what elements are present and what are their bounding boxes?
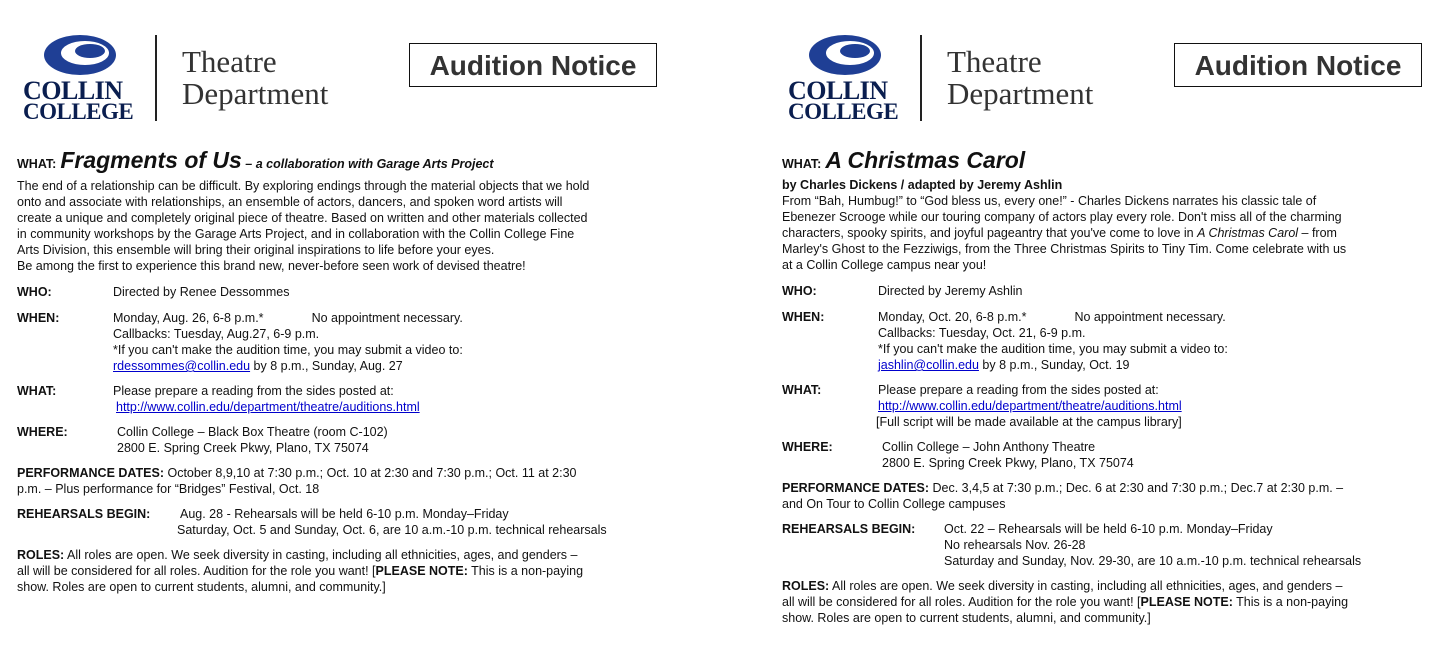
- what-label-2: WHAT:: [17, 384, 57, 398]
- script-note: [Full script will be made available at the campus library]: [876, 415, 1182, 429]
- where-address: 2800 E. Spring Creek Pkwy, Plano, TX 75074: [882, 456, 1134, 470]
- performance-label: PERFORMANCE DATES:: [17, 466, 164, 480]
- department-line-1: Theatre: [182, 44, 277, 79]
- roles-line-2: all will be considered for all roles. Audition for the role you want! [: [17, 564, 376, 578]
- email-deadline: by 8 p.m., Sunday, Aug. 27: [250, 359, 403, 373]
- department-line-1: Theatre: [947, 44, 1042, 79]
- roles: [17, 547, 667, 595]
- performance-line-2: p.m. – Plus performance for “Bridges” Festival, Oct. 18: [17, 482, 320, 496]
- performance-dates: [782, 480, 1432, 512]
- show-byline: by Charles Dickens / adapted by Jeremy Ashlin: [782, 178, 1063, 192]
- where-row: [17, 424, 667, 456]
- rehearsal-line: Saturday and Sunday, Nov. 29-30, are 10 a.m.-10 p.m. technical rehearsals: [944, 554, 1362, 568]
- show-description: [782, 193, 1432, 273]
- please-note: PLEASE NOTE:: [375, 564, 468, 578]
- logo-text-collin: COLLIN: [788, 76, 888, 105]
- notice-content: [17, 146, 667, 595]
- who-label: WHO:: [782, 284, 817, 298]
- email-link[interactable]: jashlin@collin.edu: [878, 358, 979, 372]
- what-prepare-row: [782, 382, 1432, 430]
- what-label: WHAT:: [17, 157, 57, 171]
- video-note: *If you can't make the audition time, you may submit a video to:: [878, 342, 1228, 356]
- description-line: Marley's Ghost to the Fezziwigs, from the Three Christmas Spirits to Tiny Tim. Come celebrate with us: [782, 242, 1347, 256]
- performance-dates: [17, 465, 667, 497]
- roles-line-3: This is a non-paying: [1232, 595, 1349, 609]
- callbacks: Callbacks: Tuesday, Oct. 21, 6-9 p.m.: [878, 326, 1086, 340]
- logo-text-collin: COLLIN: [23, 76, 123, 105]
- logo-text-college: COLLEGE: [788, 99, 899, 124]
- roles-line-1: All roles are open. We seek diversity in casting, including all ethnicities, ages, and genders –: [829, 579, 1343, 593]
- description-line: From “Bah, Humbug!” to “God bless us, every one!” - Charles Dickens narrates his classic tale of: [782, 194, 1317, 208]
- prepare-text: Please prepare a reading from the sides posted at:: [878, 383, 1159, 397]
- audition-notice-christmas-carol: [782, 0, 1447, 650]
- department-name: [947, 46, 1093, 110]
- roles-line-4: show. Roles are open to current students, alumni, and community.]: [782, 611, 1151, 625]
- department-line-2: Department: [947, 76, 1094, 111]
- roles-line-1: All roles are open. We seek diversity in casting, including all ethnicities, ages, and genders –: [64, 548, 578, 562]
- logo-text-college: COLLEGE: [23, 99, 134, 124]
- show-title-line: [782, 146, 1432, 178]
- description-line: at a Collin College campus near you!: [782, 258, 987, 272]
- description-title-italic: A Christmas Carol: [1197, 226, 1299, 240]
- rehearsals: [782, 521, 1432, 569]
- when-row: [782, 309, 1432, 373]
- audition-notice-box: Audition Notice: [1174, 43, 1422, 87]
- where-row: [782, 439, 1432, 471]
- header-divider: [155, 35, 157, 121]
- description-line: onto and associate with relationships, an ensemble of actors, dancers, and spoken word artists will: [17, 195, 563, 209]
- show-title: Fragments of Us: [60, 147, 242, 173]
- collin-college-logo: [788, 34, 898, 124]
- header: [782, 34, 1442, 124]
- callbacks: Callbacks: Tuesday, Aug.27, 6-9 p.m.: [113, 327, 320, 341]
- who-value: Directed by Jeremy Ashlin: [878, 284, 1023, 298]
- who-label: WHO:: [17, 285, 52, 299]
- when-label: WHEN:: [17, 311, 60, 325]
- when-row: [17, 310, 667, 374]
- roles-line-2: all will be considered for all roles. Audition for the role you want! [: [782, 595, 1141, 609]
- when-date: Monday, Oct. 20, 6-8 p.m.*: [878, 310, 1027, 324]
- performance-line-2: and On Tour to Collin College campuses: [782, 497, 1006, 511]
- where-address: 2800 E. Spring Creek Pkwy, Plano, TX 75074: [117, 441, 369, 455]
- roles-label: ROLES:: [17, 548, 65, 562]
- what-label-2: WHAT:: [782, 383, 822, 397]
- notice-content: [782, 146, 1432, 626]
- description-line: characters, spooky spirits, and joyful pageantry that you've come to love in: [782, 226, 1198, 240]
- where-label: WHERE:: [782, 440, 833, 454]
- email-link[interactable]: rdessommes@collin.edu: [113, 359, 251, 373]
- department-name: [182, 46, 328, 110]
- department-line-2: Department: [182, 76, 329, 111]
- rehearsals: [17, 506, 667, 538]
- who-value: Directed by Renee Dessommes: [113, 285, 290, 299]
- show-title-line: [17, 146, 667, 178]
- roles-line-4: show. Roles are open to current students, alumni, and community.]: [17, 580, 386, 594]
- who-row: [782, 283, 1432, 299]
- description-line: Be among the first to experience this brand new, never-before seen work of devised theatre!: [17, 259, 526, 273]
- who-row: [17, 284, 667, 300]
- description-line: in community workshops by the Garage Arts Project, and in collaboration with the Collin College Fine: [17, 227, 575, 241]
- description-line: create a unique and completely original piece of theatre. Based on written and other materials collected: [17, 211, 588, 225]
- description-line: Arts Division, this ensemble will bring their original inspirations to life before your eyes.: [17, 243, 495, 257]
- where-venue: Collin College – Black Box Theatre (room C-102): [117, 425, 388, 439]
- show-description: [17, 178, 667, 274]
- what-label: WHAT:: [782, 157, 822, 171]
- description-line: Ebenezer Scrooge while our touring company of actors play every role. Don't miss all of the charming: [782, 210, 1342, 224]
- rehearsal-line: No rehearsals Nov. 26-28: [944, 538, 1086, 552]
- where-venue: Collin College – John Anthony Theatre: [882, 440, 1096, 454]
- where-label: WHERE:: [17, 425, 68, 439]
- performance-line-1: October 8,9,10 at 7:30 p.m.; Oct. 10 at 2:30 and 7:30 p.m.; Oct. 11 at 2:30: [164, 466, 577, 480]
- roles: [782, 578, 1432, 626]
- auditions-url-link[interactable]: http://www.collin.edu/department/theatre/auditions.html: [116, 400, 420, 414]
- please-note: PLEASE NOTE:: [1140, 595, 1233, 609]
- email-deadline: by 8 p.m., Sunday, Oct. 19: [978, 358, 1130, 372]
- rehearsals-label: REHEARSALS BEGIN:: [782, 522, 916, 536]
- rehearsal-line: Saturday, Oct. 5 and Sunday, Oct. 6, are 10 a.m.-10 p.m. technical rehearsals: [177, 523, 607, 537]
- audition-notice-box: Audition Notice: [409, 43, 657, 87]
- when-label: WHEN:: [782, 310, 825, 324]
- collin-college-logo: [23, 34, 133, 124]
- header-divider: [920, 35, 922, 121]
- prepare-text: Please prepare a reading from the sides posted at:: [113, 384, 394, 398]
- when-note: No appointment necessary.: [311, 311, 463, 325]
- rehearsal-line: Oct. 22 – Rehearsals will be held 6-10 p.m. Monday–Friday: [944, 522, 1273, 536]
- video-note: *If you can't make the audition time, you may submit a video to:: [113, 343, 463, 357]
- what-prepare-row: [17, 383, 667, 415]
- auditions-url-link[interactable]: http://www.collin.edu/department/theatre/auditions.html: [878, 399, 1182, 413]
- collin-swoosh-icon: [43, 34, 117, 76]
- show-title: A Christmas Carol: [825, 147, 1026, 173]
- rehearsal-line: Aug. 28 - Rehearsals will be held 6-10 p.m. Monday–Friday: [180, 507, 509, 521]
- audition-notice-fragments: [17, 0, 682, 650]
- description-line: The end of a relationship can be difficult. By exploring endings through the material objects that we hold: [17, 179, 590, 193]
- roles-line-3: This is a non-paying: [467, 564, 584, 578]
- performance-label: PERFORMANCE DATES:: [782, 481, 929, 495]
- rehearsals-label: REHEARSALS BEGIN:: [17, 507, 151, 521]
- when-note: No appointment necessary.: [1074, 310, 1226, 324]
- when-date: Monday, Aug. 26, 6-8 p.m.*: [113, 311, 264, 325]
- performance-line-1: Dec. 3,4,5 at 7:30 p.m.; Dec. 6 at 2:30 and 7:30 p.m.; Dec.7 at 2:30 p.m. –: [929, 481, 1344, 495]
- header: [17, 34, 677, 124]
- collin-swoosh-icon: [808, 34, 882, 76]
- description-tail: – from: [1298, 226, 1337, 240]
- show-subtitle: – a collaboration with Garage Arts Project: [241, 157, 494, 171]
- roles-label: ROLES:: [782, 579, 830, 593]
